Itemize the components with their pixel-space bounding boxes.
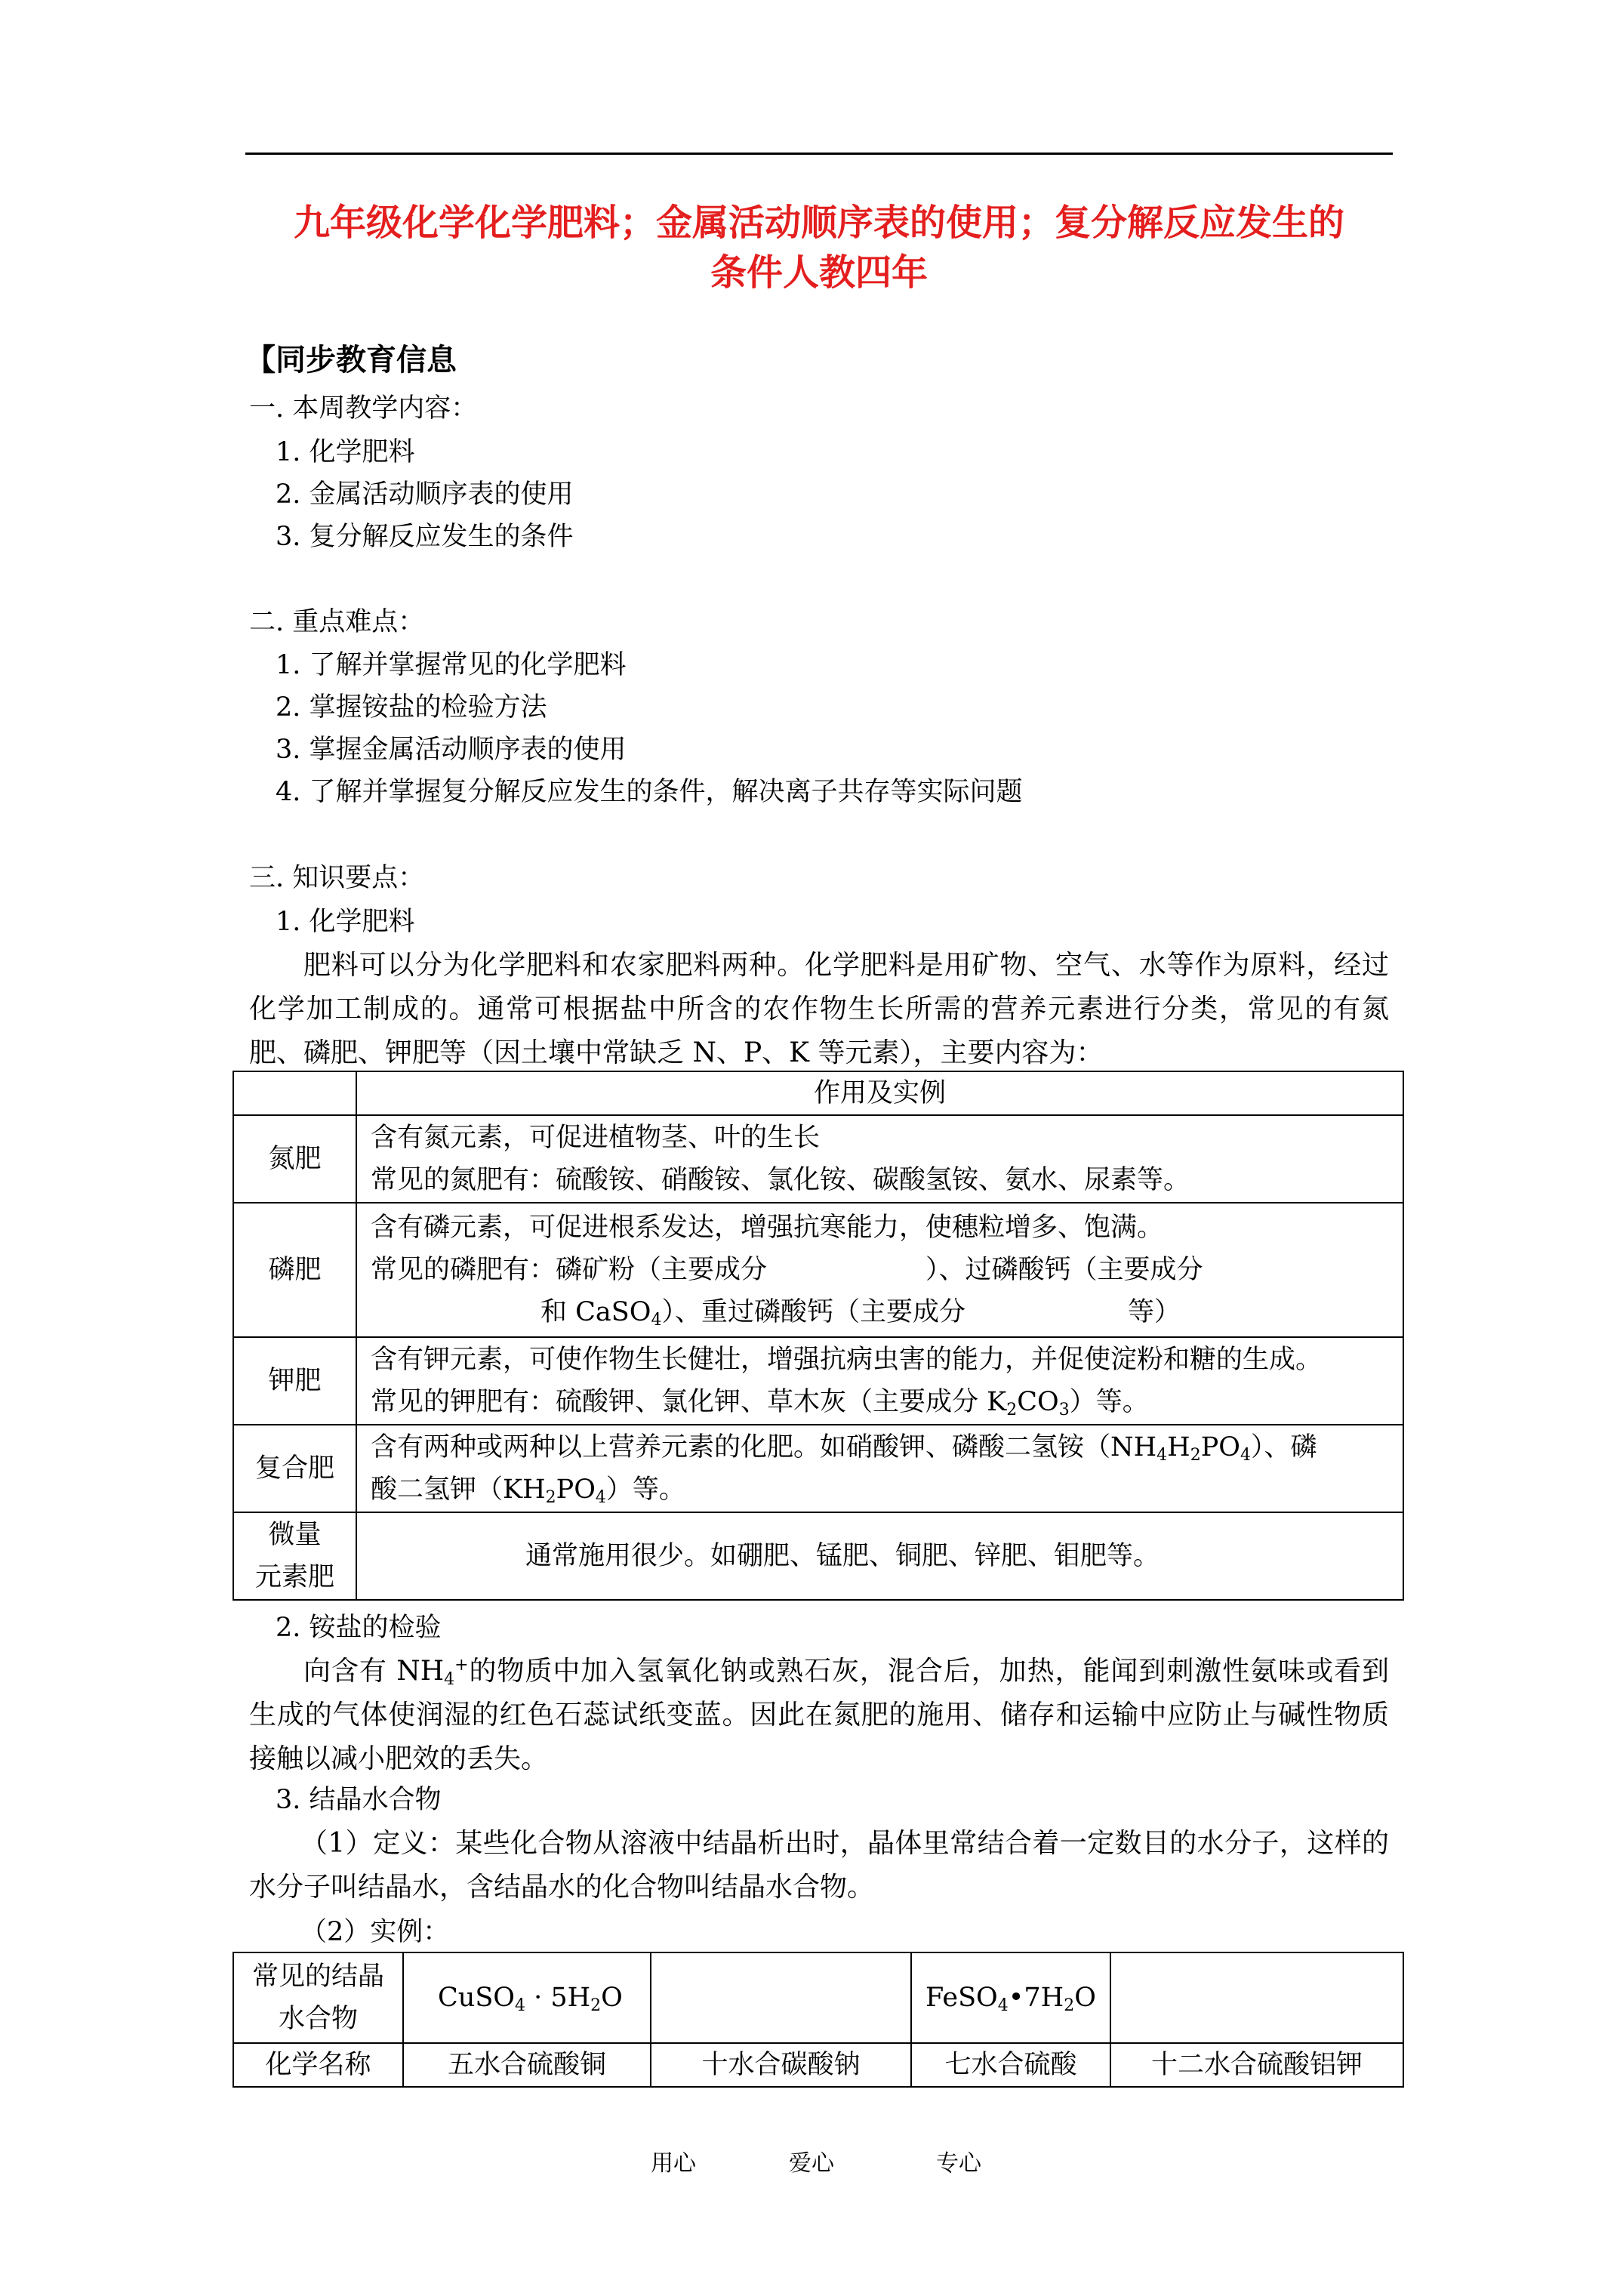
- row-content: [356, 1115, 1403, 1203]
- label-line: 元素肥: [254, 1562, 334, 1592]
- label-line: 微量: [268, 1520, 322, 1550]
- text-span: ）、过磷酸钙（主要成分: [925, 1255, 1203, 1285]
- row-line: [371, 1469, 1389, 1511]
- subscript: 4: [1156, 1446, 1168, 1465]
- table-row: [233, 1512, 1403, 1600]
- title-line-1: 九年级化学化学肥料；金属活动顺序表的使用；复分解反应发生的: [293, 202, 1344, 244]
- table-cell: 五水合硫酸铜: [403, 2043, 651, 2087]
- table-cell: 十二水合硫酸铝钾: [1110, 2043, 1403, 2087]
- text-span: 的物质中加入氢氧化钠或熟石灰，混合后，加热，能闻到刺激性氨味或看到生成的气体使润湿的红色石蕊试纸变蓝。因此在氮肥的施用、储存和运输中应防止与碱性物质接触以减小肥效的丢失。: [249, 1656, 1389, 1774]
- text-span: O: [601, 1983, 623, 2013]
- table-cell: 化学名称: [233, 2043, 403, 2087]
- table-cell: 七水合硫酸: [911, 2043, 1110, 2087]
- row-line: 通常施用很少。如硼肥、锰肥、铜肥、锌肥、钼肥等。: [525, 1541, 1160, 1571]
- s3-para4: （2）实例：: [300, 1917, 450, 1947]
- s3-sub3: 3. 结晶水合物: [276, 1785, 442, 1815]
- s3-para1: 肥料可以分为化学肥料和农家肥料两种。化学肥料是用矿物、空气、水等作为原料，经过化学加工制成的。通常可根据盐中所含的农作物生长所需的营养元素进行分类，常见的有氮肥、磷肥、钾肥等（因土壤中常缺乏 N、P、K 等元素），主要内容为：: [249, 950, 1389, 1068]
- subscript: 4: [651, 1311, 662, 1330]
- header-rule: [245, 153, 1393, 155]
- s3-para2: [249, 1650, 1389, 1781]
- table-row: [233, 1115, 1403, 1203]
- hydrate-table: [233, 1952, 1404, 2088]
- footer-text: 爱心: [789, 2150, 834, 2177]
- table-row: [233, 1952, 1403, 2043]
- empty-cell: [1110, 1952, 1403, 2043]
- s2-item: 2. 掌握铵盐的检验方法: [276, 692, 547, 723]
- text-span: PO: [1200, 1432, 1240, 1462]
- text-span: 含有两种或两种以上营养元素的化肥。如硝酸钾、磷酸二氢铵（NH: [371, 1432, 1157, 1462]
- text-span: ）、重过磷酸钙（主要成分: [661, 1297, 965, 1327]
- subscript: 4: [595, 1488, 606, 1507]
- s3-sub1: 1. 化学肥料: [276, 907, 415, 937]
- row-label-compound: 复合肥: [233, 1425, 356, 1512]
- s3-sub2: 2. 铵盐的检验: [276, 1613, 442, 1643]
- s1-item: 3. 复分解反应发生的条件: [276, 522, 574, 552]
- subscript: 2: [1064, 1996, 1075, 2015]
- feso4-cell: [911, 1952, 1110, 2043]
- row-label-phosphorus: 磷肥: [233, 1203, 356, 1337]
- subscript: 4: [515, 1996, 525, 2015]
- row-line: [371, 1249, 1389, 1291]
- row-label-potassium: 钾肥: [233, 1337, 356, 1425]
- s2-heading: 二. 重点难点：: [249, 607, 425, 637]
- s1-heading: 一. 本周教学内容：: [249, 393, 478, 424]
- subscript: 4: [1240, 1446, 1251, 1465]
- fertilizer-table: [233, 1071, 1404, 1601]
- row-line: 含有磷元素，可促进根系发达，增强抗寒能力，使穗粒增多、饱满。: [371, 1213, 1164, 1243]
- text-span: ）、磷: [1250, 1432, 1317, 1462]
- row-line: 含有氮元素，可促进植物茎、叶的生长: [371, 1123, 821, 1153]
- row-label-trace: [233, 1512, 356, 1600]
- subscript: 4: [444, 1670, 455, 1689]
- footer-text: 专心: [936, 2150, 981, 2177]
- row-line: [371, 1291, 1389, 1333]
- text-span: 和 CaSO: [540, 1297, 651, 1327]
- row-line: 含有钾元素，可使作物生长健壮，增强抗病虫害的能力，并促使淀粉和糖的生成。: [371, 1345, 1323, 1375]
- cuso4-cell: [403, 1952, 651, 2043]
- table-header-empty: [233, 1071, 356, 1115]
- text-span: CuSO: [438, 1983, 515, 2013]
- row-label-nitrogen: 氮肥: [233, 1115, 356, 1203]
- subscript: 2: [1190, 1446, 1201, 1465]
- text-span: 常见的钾肥有：硫酸钾、氯化钾、草木灰（主要成分 K: [371, 1387, 1007, 1417]
- table-row: [233, 1203, 1403, 1337]
- text-span: •7H: [1008, 1983, 1064, 2013]
- s1-item: 1. 化学肥料: [276, 437, 415, 467]
- text-span: FeSO: [925, 1983, 998, 2013]
- s2-item: 4. 了解并掌握复分解反应发生的条件，解决离子共存等实际问题: [276, 777, 1023, 807]
- hydrate-row-label: [233, 1952, 403, 2043]
- text-span: PO: [556, 1475, 596, 1505]
- subscript: 2: [1006, 1401, 1018, 1419]
- s3-heading: 三. 知识要点：: [249, 863, 425, 893]
- text-span: CO: [1017, 1387, 1059, 1417]
- row-line: 常见的氮肥有：硫酸铵、硝酸铵、氯化铵、碳酸氢铵、氨水、尿素等。: [371, 1165, 1190, 1195]
- subscript: 2: [545, 1488, 556, 1507]
- text-span: 等）: [1127, 1297, 1181, 1327]
- superscript: +: [454, 1656, 469, 1675]
- row-content: [356, 1203, 1403, 1337]
- row-line: [371, 1426, 1389, 1469]
- subscript: 3: [1058, 1401, 1070, 1419]
- s2-item: 1. 了解并掌握常见的化学肥料: [276, 650, 627, 680]
- text-span: O: [1074, 1983, 1096, 2013]
- text-span: H: [1167, 1432, 1190, 1462]
- table-cell: 十水合碳酸钠: [651, 2043, 911, 2087]
- s1-item: 2. 金属活动顺序表的使用: [276, 479, 574, 510]
- subscript: 4: [997, 1996, 1009, 2015]
- text-span: · 5H: [525, 1983, 591, 2013]
- row-content: [356, 1512, 1403, 1600]
- subscript: 2: [590, 1996, 602, 2015]
- s2-item: 3. 掌握金属活动顺序表的使用: [276, 735, 627, 765]
- table-row: [233, 1425, 1403, 1512]
- section-header: 【同步教育信息: [245, 343, 457, 378]
- label-line: 水合物: [278, 2004, 358, 2034]
- row-line: [371, 1381, 1389, 1423]
- s3-para3: （1）定义：某些化合物从溶液中结晶析出时，晶体里常结合着一定数目的水分子，这样的水分子叫结晶水，含结晶水的化合物叫结晶水合物。: [249, 1828, 1389, 1903]
- table-row: [233, 1337, 1403, 1425]
- title-line-2: 条件人教四年: [710, 251, 928, 294]
- row-content: [356, 1337, 1403, 1425]
- table-header: 作用及实例: [356, 1071, 1403, 1115]
- row-content: [356, 1425, 1403, 1512]
- footer-text: 用心: [651, 2150, 696, 2177]
- text-span: ）等。: [605, 1475, 685, 1505]
- table-row: [233, 2043, 1403, 2087]
- empty-cell: [651, 1952, 911, 2043]
- text-span: 酸二氢钾（KH: [371, 1475, 546, 1505]
- document-title: [234, 198, 1404, 297]
- text-span: ）等。: [1069, 1387, 1149, 1417]
- text-span: 向含有 NH: [303, 1656, 445, 1687]
- text-span: 常见的磷肥有：磷矿粉（主要成分: [371, 1255, 768, 1285]
- label-line: 常见的结晶: [251, 1962, 384, 1992]
